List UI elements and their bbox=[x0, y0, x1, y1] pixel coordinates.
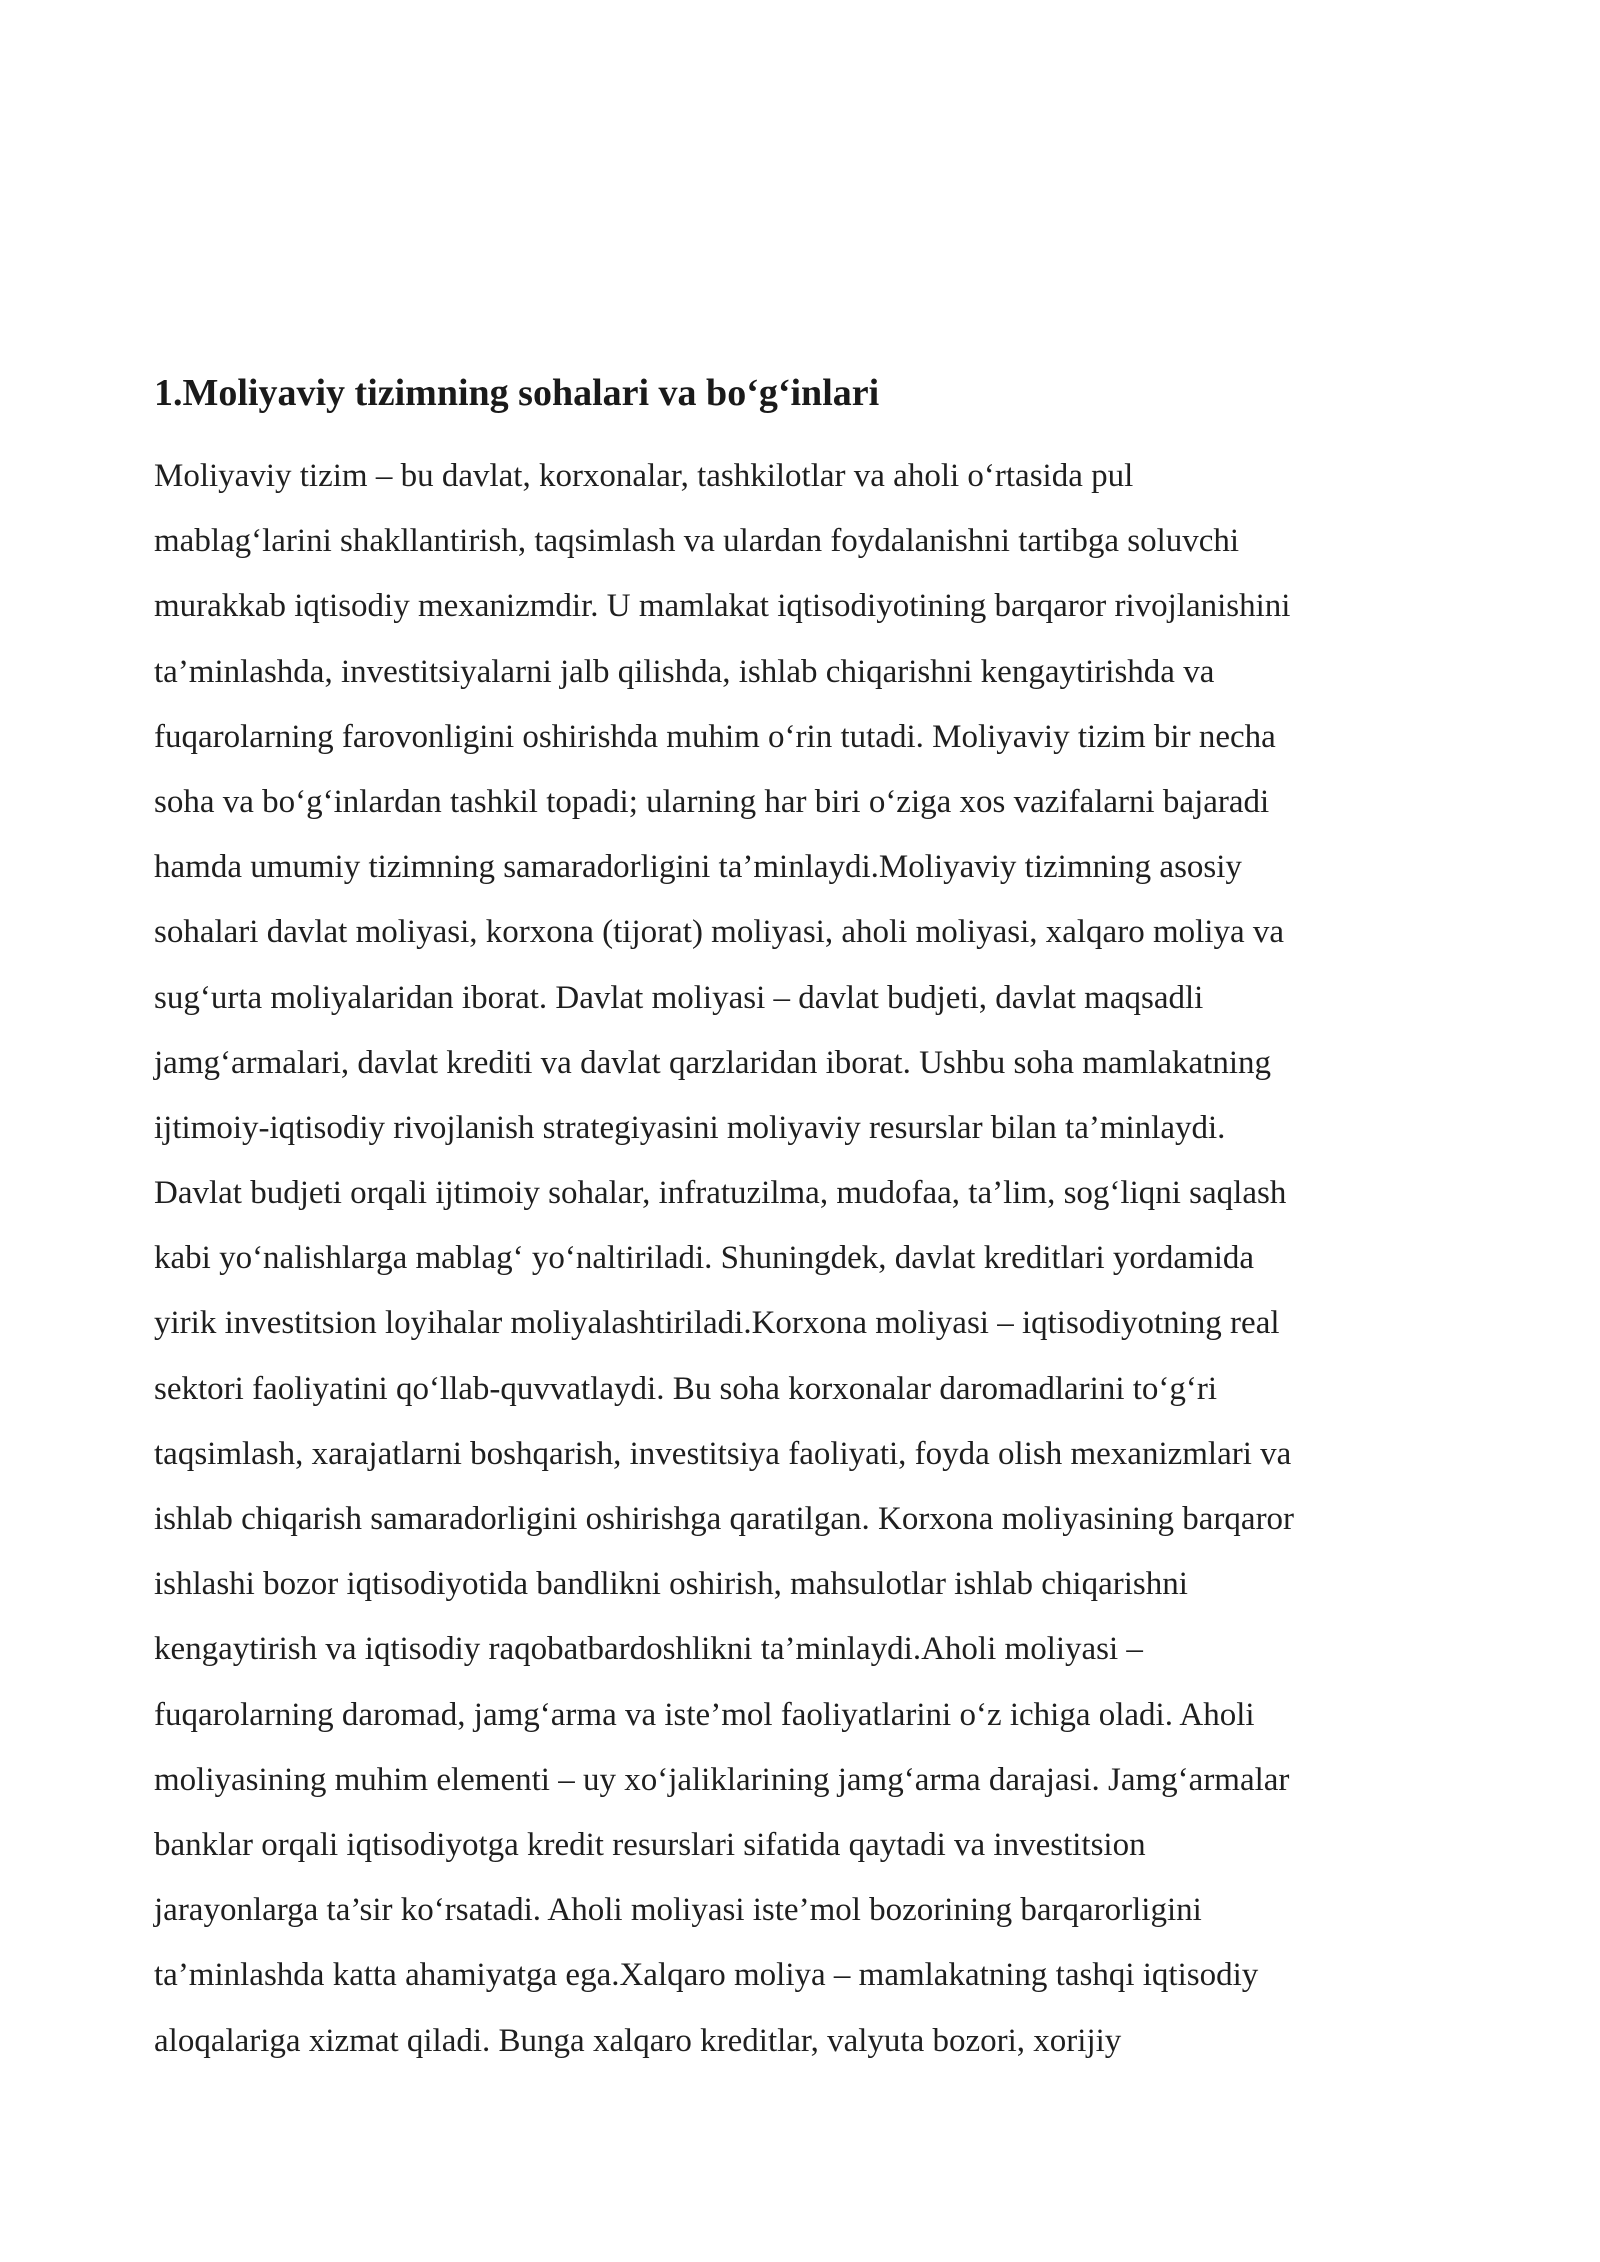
text-line: taqsimlash, xarajatlarni boshqarish, investitsiya faoliyati, foyda olish mexanizmlari va bbox=[154, 1435, 1292, 1472]
text-line: sohalari davlat moliyasi, korxona (tijorat) moliyasi, aholi moliyasi, xalqaro moliya va bbox=[154, 914, 1284, 951]
text-line: ta’minlashda katta ahamiyatga ega.Xalqaro moliya – mamlakatning tashqi iqtisodiy bbox=[154, 1957, 1259, 1994]
text-line: moliyasining muhim elementi – uy xo‘jaliklarining jamg‘arma darajasi. Jamg‘armalar bbox=[154, 1761, 1290, 1798]
text-line: fuqarolarning farovonligini oshirishda muhim o‘rin tutadi. Moliyaviy tizim bir necha bbox=[154, 718, 1276, 755]
text-line: jarayonlarga ta’sir ko‘rsatadi. Aholi moliyasi iste’mol bozorining barqarorligini bbox=[154, 1892, 1202, 1929]
text-line: ta’minlashda, investitsiyalarni jalb qilishda, ishlab chiqarishni kengaytirishda va bbox=[154, 653, 1215, 690]
text-line: Davlat budjeti orqali ijtimoiy sohalar, infratuzilma, mudofaa, ta’lim, sog‘liqni saqlash bbox=[154, 1175, 1287, 1212]
text-line: fuqarolarning daromad, jamg‘arma va iste’mol faoliyatlarini o‘z ichiga oladi. Aholi bbox=[154, 1696, 1255, 1733]
text-line: sektori faoliyatini qo‘llab-quvvatlaydi. Bu soha korxonalar daromadlarini to‘g‘ri bbox=[154, 1370, 1218, 1407]
text-line: jamg‘armalari, davlat krediti va davlat qarzlaridan iborat. Ushbu soha mamlakatning bbox=[154, 1044, 1272, 1081]
text-line: sug‘urta moliyalaridan iborat. Davlat moliyasi – davlat budjeti, davlat maqsadli bbox=[154, 979, 1204, 1016]
text-line: kabi yo‘nalishlarga mablag‘ yo‘naltiriladi. Shuningdek, davlat kreditlari yordamida bbox=[154, 1240, 1255, 1277]
text-line: murakkab iqtisodiy mexanizmdir. U mamlakat iqtisodiyotining barqaror rivojlanishini bbox=[154, 588, 1291, 625]
text-line: ijtimoiy-iqtisodiy rivojlanish strategiyasini moliyaviy resurslar bilan ta’minlaydi. bbox=[154, 1109, 1226, 1146]
text-line: aloqalariga xizmat qiladi. Bunga xalqaro kreditlar, valyuta bozori, xorijiy bbox=[154, 2022, 1122, 2059]
body-paragraph bbox=[154, 444, 1474, 2074]
text-line: ishlashi bozor iqtisodiyotida bandlikni oshirish, mahsulotlar ishlab chiqarishni bbox=[154, 1566, 1188, 1603]
text-line: ishlab chiqarish samaradorligini oshirishga qaratilgan. Korxona moliyasining barqaror bbox=[154, 1501, 1295, 1537]
text-line: kengaytirish va iqtisodiy raqobatbardoshlikni ta’minlaydi.Aholi moliyasi – bbox=[154, 1631, 1143, 1668]
text-line: Moliyaviy tizim – bu davlat, korxonalar, tashkilotlar va aholi o‘rtasida pul bbox=[154, 458, 1134, 494]
text-line: hamda umumiy tizimning samaradorligini ta’minlaydi.Moliyaviy tizimning asosiy bbox=[154, 849, 1242, 886]
document-body bbox=[154, 365, 1474, 2074]
section-heading: 1.Moliyaviy tizimning sohalari va bo‘g‘inlari bbox=[154, 372, 880, 414]
text-line: yirik investitsion loyihalar moliyalashtiriladi.Korxona moliyasi – iqtisodiyotning real bbox=[154, 1305, 1280, 1342]
text-line: soha va bo‘g‘inlardan tashkil topadi; ularning har biri o‘ziga xos vazifalarni bajaradi bbox=[154, 783, 1270, 820]
text-line: banklar orqali iqtisodiyotga kredit resurslari sifatida qaytadi va investitsion bbox=[154, 1826, 1146, 1863]
text-line: mablag‘larini shakllantirish, taqsimlash va ulardan foydalanishni tartibga soluvchi bbox=[154, 523, 1240, 560]
